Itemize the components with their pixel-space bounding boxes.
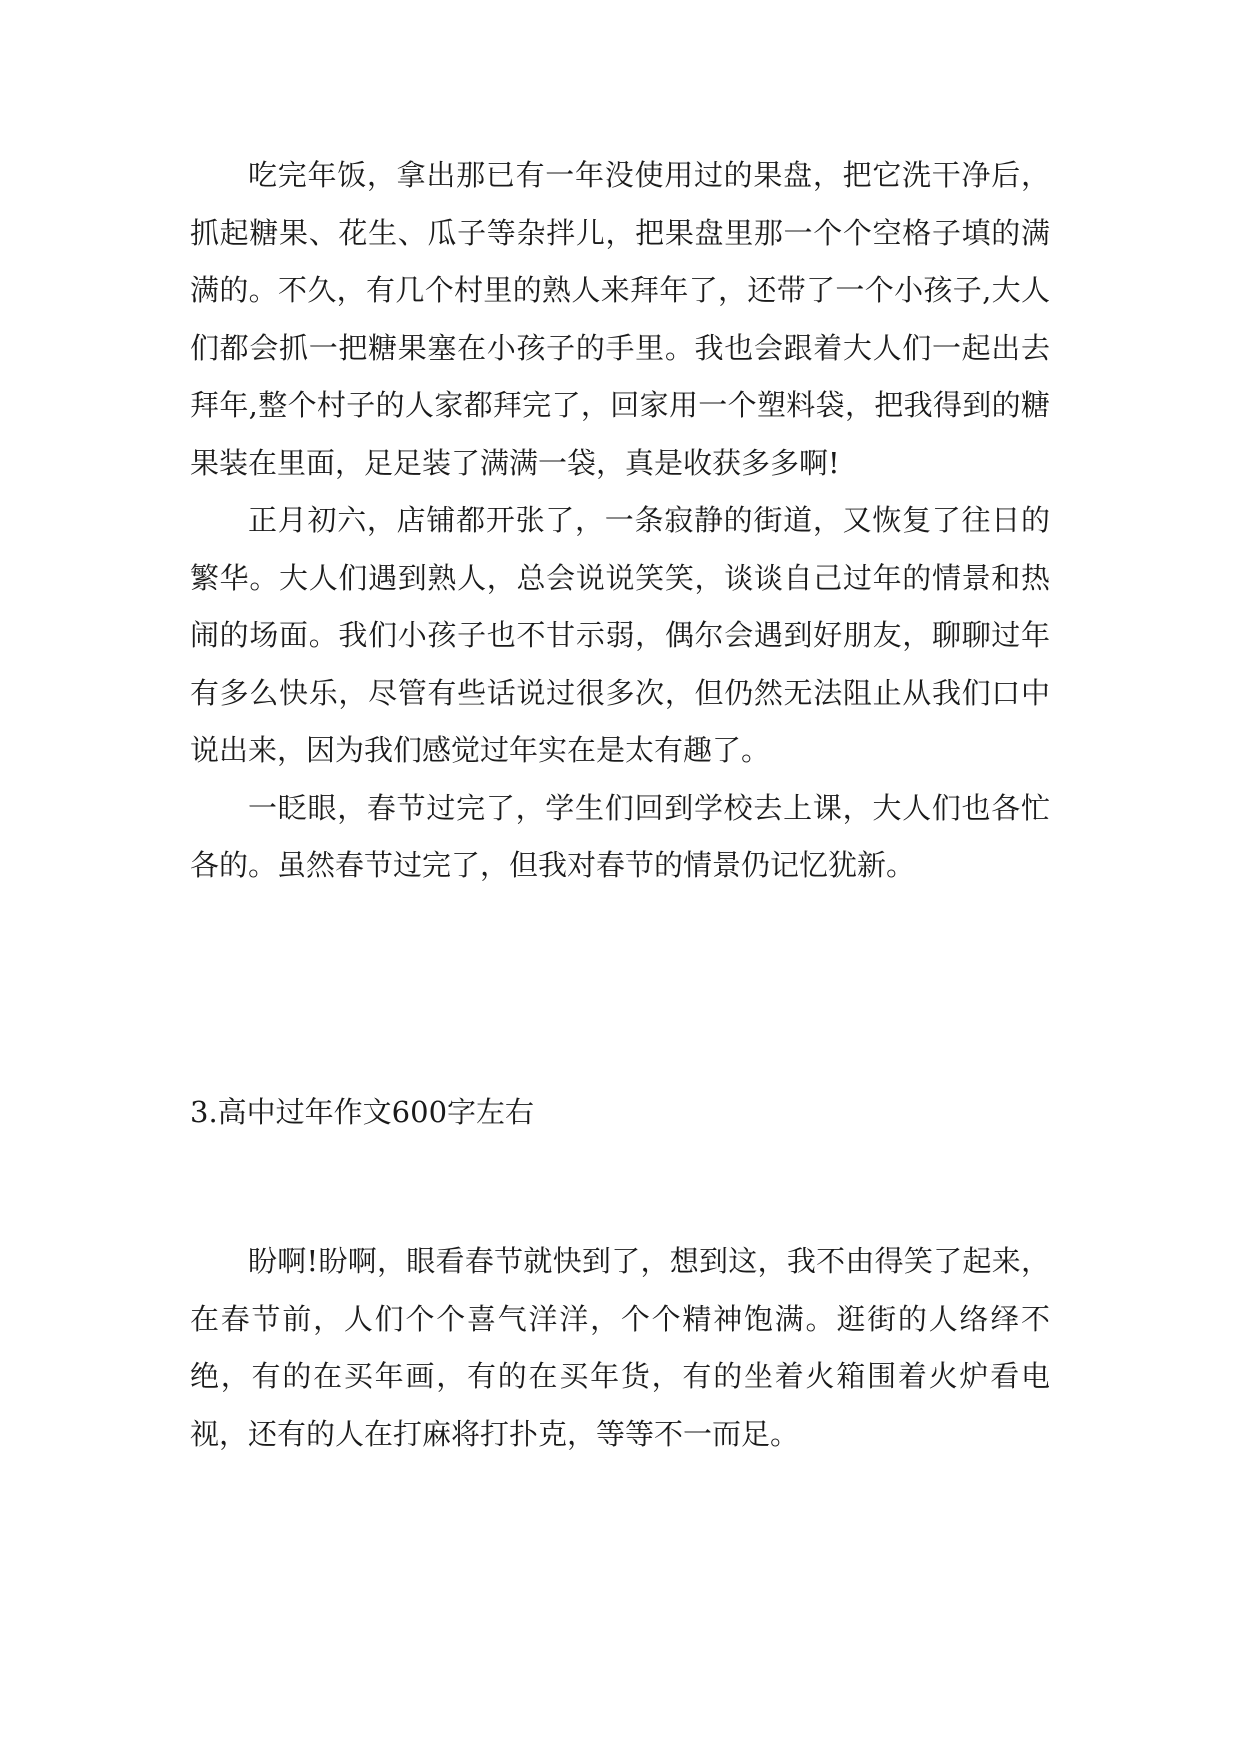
paragraph-awaiting-festival: 盼啊!盼啊，眼看春节就快到了，想到这，我不由得笑了起来，在春节前，人们个个喜气洋洋，个个精神饱满。逛街的人络绎不绝，有的在买年画，有的在买年货，有的坐着火箱围着火炉看电视，还有的人在打麻将打扑克，等等不一而足。 <box>190 1244 1050 1451</box>
paragraph-festival-ends: 一眨眼，春节过完了，学生们回到学校去上课，大人们也各忙各的。虽然春节过完了，但我对春节的情景仍记忆犹新。 <box>190 790 1050 882</box>
essay-body-top <box>190 147 1050 895</box>
paragraph-first-month-sixth: 正月初六，店铺都开张了，一条寂静的街道，又恢复了往日的繁华。大人们遇到熟人，总会说说笑笑，谈谈自己过年的情景和热闹的场面。我们小孩子也不甘示弱，偶尔会遇到好朋友，聊聊过年有多么快乐，尽管有些话说过很多次，但仍然无法阻止从我们口中说出来，因为我们感觉过年实在是太有趣了。 <box>190 503 1050 767</box>
essay-body-bottom <box>190 1233 1050 1463</box>
paragraph-new-year-dinner: 吃完年饭，拿出那已有一年没使用过的果盘，把它洗干净后，抓起糖果、花生、瓜子等杂拌儿，把果盘里那一个个空格子填的满满的。不久，有几个村里的熟人来拜年了，还带了一个小孩子,大人们都会抓一把糖果塞在小孩子的手里。我也会跟着大人们一起出去拜年,整个村子的人家都拜完了，回家用一个塑料袋，把我得到的糖果装在里面，足足装了满满一袋，真是收获多多啊! <box>190 158 1050 480</box>
section-heading: 3.高中过年作文600字左右 <box>190 1095 535 1129</box>
